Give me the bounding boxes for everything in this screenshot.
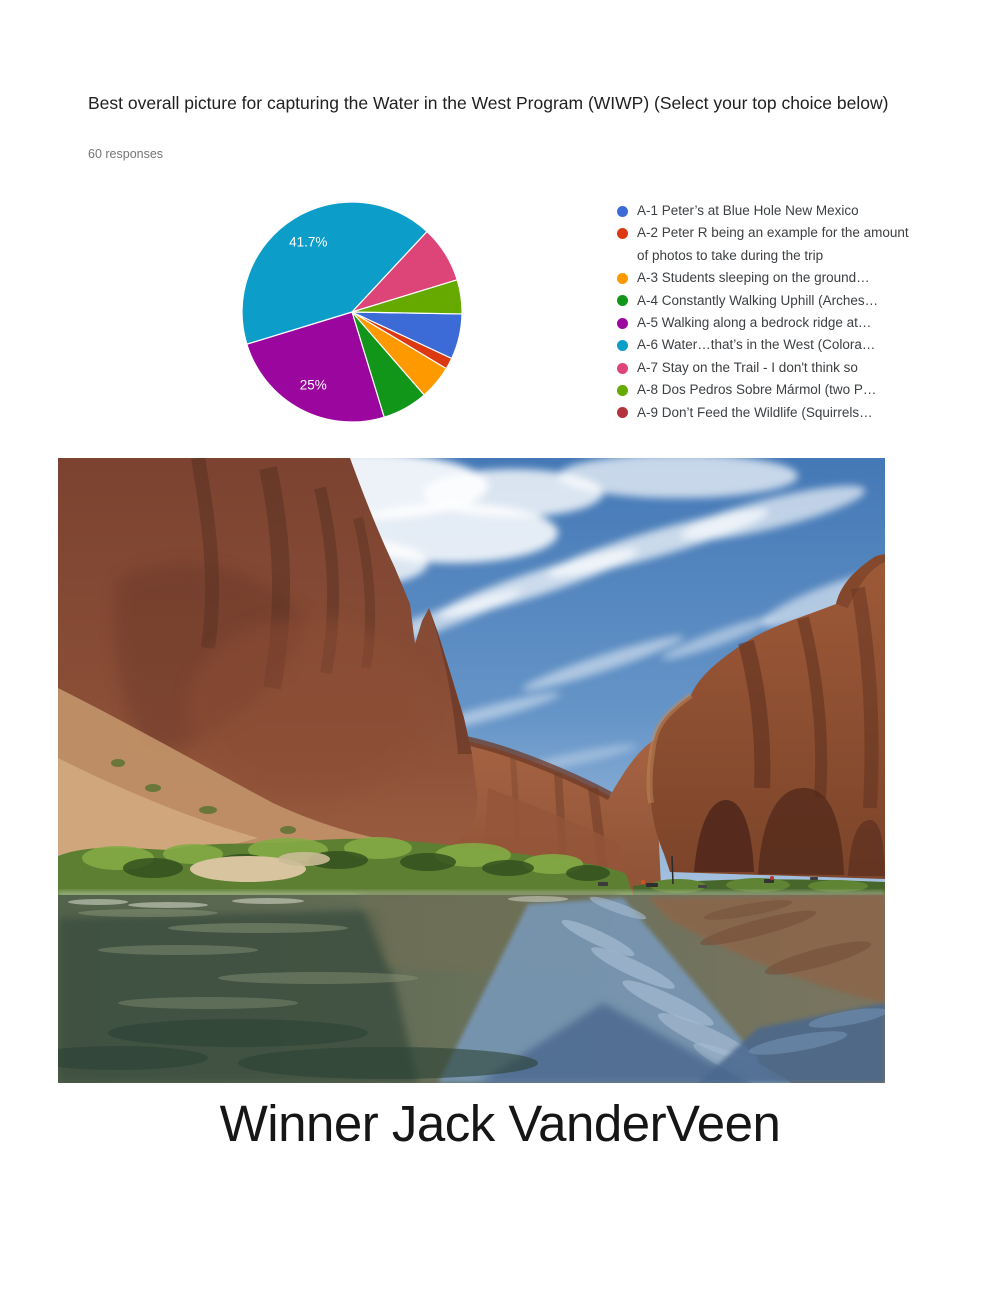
pie-chart <box>239 199 465 425</box>
legend-color-swatch-icon <box>617 340 628 351</box>
river-water <box>58 893 885 1083</box>
legend-item-label: A-7 Stay on the Trail - I don't think so <box>637 359 858 375</box>
responses-count: 60 responses <box>88 147 164 161</box>
legend-color-swatch-icon <box>617 407 628 418</box>
legend-item <box>617 222 913 267</box>
legend-color-swatch-icon <box>617 385 628 396</box>
canyon-river-photo <box>58 458 885 1083</box>
question-title: Best overall picture for capturing the Water in the West Program (WIWP) (Select your top choice below) <box>88 93 889 113</box>
pie-slice-percentage-label: 25% <box>299 377 327 393</box>
legend-item <box>617 357 913 379</box>
legend-item-label: A-4 Constantly Walking Uphill (Arches… <box>637 292 879 308</box>
legend-color-swatch-icon <box>617 295 628 306</box>
legend-item <box>617 379 913 401</box>
pie-chart-svg <box>239 199 465 425</box>
legend-color-swatch-icon <box>617 228 628 239</box>
legend-item <box>617 402 913 424</box>
legend-color-swatch-icon <box>617 206 628 217</box>
legend-item <box>617 312 913 334</box>
winning-photo <box>58 458 885 1083</box>
winner-caption: Winner Jack VanderVeen <box>219 1095 781 1152</box>
legend-item <box>617 200 913 222</box>
pie-slice-percentage-label: 41.7% <box>289 234 328 250</box>
legend-color-swatch-icon <box>617 318 628 329</box>
legend-item <box>617 334 913 356</box>
legend-item-label: A-3 Students sleeping on the ground… <box>637 270 870 286</box>
legend-item-label: A-2 Peter R being an example for the amount of photos to take during the trip <box>637 225 909 263</box>
legend-item-label: A-5 Walking along a bedrock ridge at… <box>637 315 872 331</box>
legend-item <box>617 290 913 312</box>
legend-color-swatch-icon <box>617 363 628 374</box>
legend-item-label: A-8 Dos Pedros Sobre Mármol (two P… <box>637 382 877 398</box>
legend-item-label: A-9 Don’t Feed the Wildlife (Squirrels… <box>637 404 873 420</box>
legend-item-label: A-1 Peter’s at Blue Hole New Mexico <box>637 203 859 218</box>
legend-item <box>617 267 913 289</box>
chart-legend <box>617 200 913 424</box>
legend-item-label: A-6 Water…that’s in the West (Colora… <box>637 337 876 353</box>
legend-color-swatch-icon <box>617 273 628 284</box>
